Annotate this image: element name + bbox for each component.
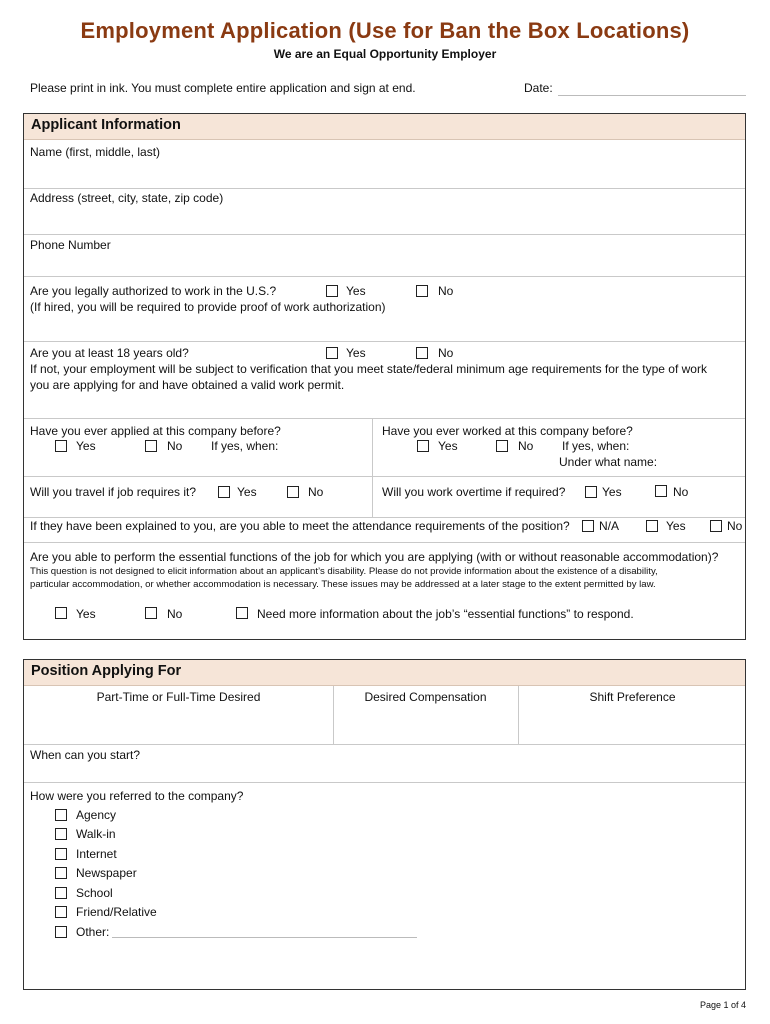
authorized-yes-label: Yes bbox=[346, 284, 366, 298]
referral-walkin-label: Walk-in bbox=[76, 827, 116, 841]
applied-no-label: No bbox=[167, 439, 183, 453]
applied-yes-checkbox[interactable] bbox=[55, 440, 67, 452]
applied-yes-label: Yes bbox=[76, 439, 96, 453]
col-parttime-fulltime: Part-Time or Full-Time Desired bbox=[96, 690, 261, 704]
essential-question: Are you able to perform the essential functions of the job for which you are applying (with or without reasonable accommodation)? bbox=[30, 550, 719, 564]
date-field[interactable] bbox=[558, 95, 746, 96]
under-what-name: Under what name: bbox=[559, 455, 658, 469]
age-yes-label: Yes bbox=[346, 346, 366, 360]
referral-other-field[interactable] bbox=[112, 937, 417, 938]
overtime-no-checkbox[interactable] bbox=[655, 485, 667, 497]
worked-no-checkbox[interactable] bbox=[496, 440, 508, 452]
attendance-na-label: N/A bbox=[599, 519, 620, 533]
age-note-line2: you are applying for and have obtained a valid work permit. bbox=[30, 378, 345, 392]
essential-no-checkbox[interactable] bbox=[145, 607, 157, 619]
referral-other-label: Other: bbox=[76, 925, 110, 939]
applied-if-yes-when: If yes, when: bbox=[211, 439, 279, 453]
referral-school-checkbox[interactable] bbox=[55, 887, 67, 899]
address-label: Address (street, city, state, zip code) bbox=[30, 191, 224, 205]
authorized-no-label: No bbox=[438, 284, 454, 298]
page-subtitle: We are an Equal Opportunity Employer bbox=[273, 47, 497, 61]
phone-label: Phone Number bbox=[30, 238, 111, 252]
age-no-label: No bbox=[438, 346, 454, 360]
worked-yes-label: Yes bbox=[438, 439, 458, 453]
travel-no-checkbox[interactable] bbox=[287, 486, 299, 498]
applied-before-question: Have you ever applied at this company before? bbox=[30, 424, 281, 438]
worked-no-label: No bbox=[518, 439, 534, 453]
attendance-yes-checkbox[interactable] bbox=[646, 520, 658, 532]
date-label: Date: bbox=[524, 81, 553, 95]
travel-no-label: No bbox=[308, 485, 324, 499]
attendance-na-checkbox[interactable] bbox=[582, 520, 594, 532]
referral-agency-checkbox[interactable] bbox=[55, 809, 67, 821]
overtime-yes-label: Yes bbox=[602, 485, 622, 499]
attendance-question: If they have been explained to you, are you able to meet the attendance requirements of the position? bbox=[30, 519, 570, 533]
referral-friend-checkbox[interactable] bbox=[55, 906, 67, 918]
authorized-note: (If hired, you will be required to provide proof of work authorization) bbox=[30, 300, 386, 314]
page-title: Employment Application (Use for Ban the Box Locations) bbox=[80, 18, 690, 43]
travel-yes-label: Yes bbox=[237, 485, 257, 499]
referral-newspaper-label: Newspaper bbox=[76, 866, 137, 880]
referral-school-label: School bbox=[76, 886, 113, 900]
overtime-no-label: No bbox=[673, 485, 689, 499]
worked-if-yes-when: If yes, when: bbox=[562, 439, 630, 453]
essential-no-label: No bbox=[167, 607, 183, 621]
essential-need-info-label: Need more information about the job’s “essential functions” to respond. bbox=[257, 607, 634, 621]
referral-friend-label: Friend/Relative bbox=[76, 905, 157, 919]
worked-yes-checkbox[interactable] bbox=[417, 440, 429, 452]
age-yes-checkbox[interactable] bbox=[326, 347, 338, 359]
essential-need-info-checkbox[interactable] bbox=[236, 607, 248, 619]
col-desired-compensation: Desired Compensation bbox=[364, 690, 487, 704]
overtime-yes-checkbox[interactable] bbox=[585, 486, 597, 498]
instructions: Please print in ink. You must complete entire application and sign at end. bbox=[30, 81, 416, 95]
attendance-no-label: No bbox=[727, 519, 743, 533]
start-date-question: When can you start? bbox=[30, 748, 141, 762]
authorized-yes-checkbox[interactable] bbox=[326, 285, 338, 297]
authorized-no-checkbox[interactable] bbox=[416, 285, 428, 297]
referral-walkin-checkbox[interactable] bbox=[55, 828, 67, 840]
referral-other-checkbox[interactable] bbox=[55, 926, 67, 938]
position-section bbox=[23, 659, 746, 990]
referral-internet-label: Internet bbox=[76, 847, 117, 861]
essential-note-line2: particular accommodation, or whether accommodation is necessary. These issues may be addressed at a later stage to the extent permitted by law. bbox=[30, 579, 656, 590]
essential-yes-label: Yes bbox=[76, 607, 96, 621]
referral-internet-checkbox[interactable] bbox=[55, 848, 67, 860]
position-heading: Position Applying For bbox=[24, 660, 745, 686]
worked-before-question: Have you ever worked at this company before? bbox=[382, 424, 633, 438]
referral-newspaper-checkbox[interactable] bbox=[55, 867, 67, 879]
applicant-information-section bbox=[23, 113, 746, 640]
age-question: Are you at least 18 years old? bbox=[30, 346, 189, 360]
applicant-information-heading: Applicant Information bbox=[24, 114, 745, 140]
page-number: Page 1 of 4 bbox=[700, 1000, 747, 1010]
attendance-no-checkbox[interactable] bbox=[710, 520, 722, 532]
essential-note-line1: This question is not designed to elicit information about an applicant’s disability. Please do not provide information about the existence of a disability, bbox=[30, 566, 658, 577]
referral-agency-label: Agency bbox=[76, 808, 117, 822]
applied-no-checkbox[interactable] bbox=[145, 440, 157, 452]
name-label: Name (first, middle, last) bbox=[30, 145, 161, 159]
travel-question: Will you travel if job requires it? bbox=[30, 485, 197, 499]
essential-yes-checkbox[interactable] bbox=[55, 607, 67, 619]
overtime-question: Will you work overtime if required? bbox=[382, 485, 566, 499]
col-shift-preference: Shift Preference bbox=[589, 690, 676, 704]
attendance-yes-label: Yes bbox=[666, 519, 686, 533]
age-note-line1: If not, your employment will be subject to verification that you meet state/federal minimum age requirements for the type of work bbox=[30, 362, 707, 376]
age-no-checkbox[interactable] bbox=[416, 347, 428, 359]
travel-yes-checkbox[interactable] bbox=[218, 486, 230, 498]
referral-question: How were you referred to the company? bbox=[30, 789, 244, 803]
authorized-question: Are you legally authorized to work in the U.S.? bbox=[30, 284, 277, 298]
